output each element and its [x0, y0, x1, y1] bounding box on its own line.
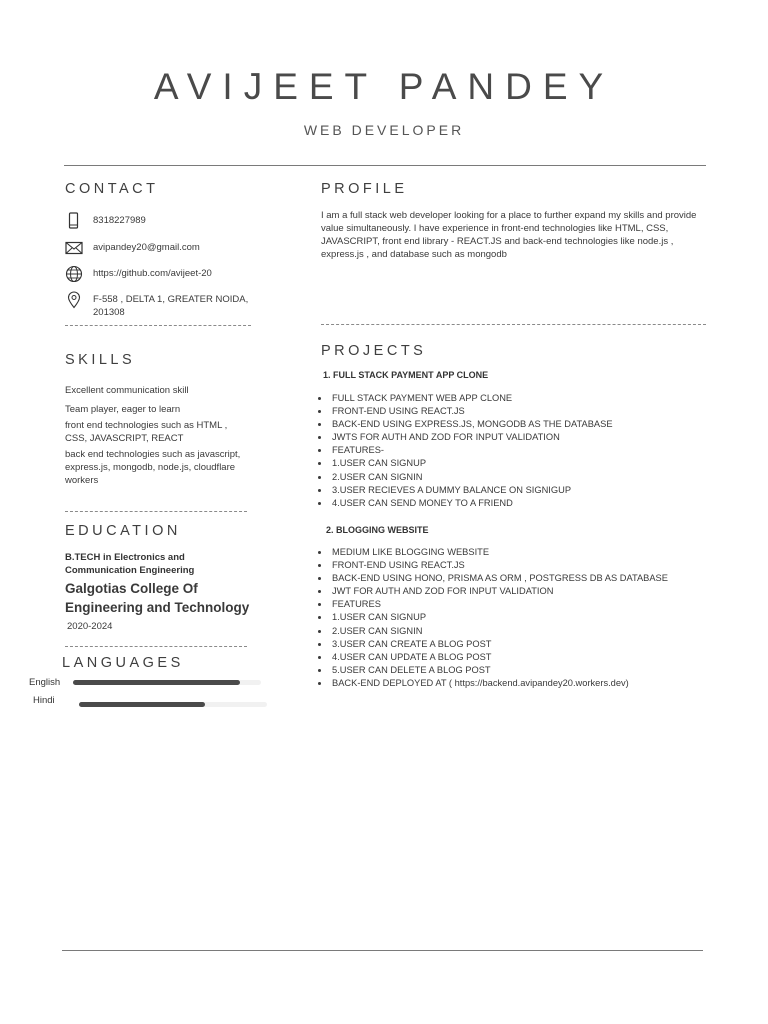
skill-item: back end technologies such as javascript, express.js, mongodb, node.js, cloudflare workers — [65, 449, 241, 486]
phone-icon — [65, 212, 83, 230]
education-divider — [65, 646, 247, 647]
education-degree: B.TECH in Electronics and Communication Engineering — [65, 552, 195, 576]
map-pin-icon — [65, 291, 83, 309]
contact-divider — [65, 325, 251, 326]
list-item: • JWT FOR AUTH AND ZOD FOR INPUT VALIDATION — [330, 585, 708, 598]
list-item: • FULL STACK PAYMENT WEB APP CLONE — [330, 392, 708, 405]
profile-text: I am a full stack web developer looking for a place to further expand my skills and provide value simultaneously. I have experience in front-end technologies like HTML, CSS, JAVASCRIPT, front end library - REACT.JS and back-end technologies like node.js , express.js , and database such as mongodb — [321, 210, 697, 260]
list-item[interactable]: • BACK-END DEPLOYED AT ( https://backend.avipandey20.workers.dev) — [330, 677, 708, 690]
profile-divider — [321, 324, 706, 325]
list-item: • BACK-END USING HONO, PRISMA AS ORM , POSTGRESS DB AS DATABASE — [330, 572, 708, 585]
list-item: • 1.USER CAN SIGNUP — [330, 611, 708, 624]
header-divider — [64, 165, 706, 166]
globe-icon — [65, 265, 83, 283]
envelope-icon — [65, 239, 83, 257]
list-item: • FEATURES — [330, 598, 708, 611]
list-item: • 2.USER CAN SIGNIN — [330, 471, 708, 484]
language-name-english: English — [29, 677, 61, 688]
contact-address — [65, 291, 275, 321]
list-item: • 3.USER CAN CREATE A BLOG POST — [330, 638, 708, 651]
footer-divider — [62, 950, 703, 951]
language-bar-hindi — [79, 702, 267, 707]
list-item: • 3.USER RECIEVES A DUMMY BALANCE ON SIGNIGUP — [330, 484, 708, 497]
education-school: Galgotias College Of Engineering and Technology — [65, 581, 250, 615]
contact-phone — [65, 212, 275, 238]
project-title: 2. BLOGGING WEBSITE — [326, 525, 429, 535]
list-item: • 5.USER CAN DELETE A BLOG POST — [330, 664, 708, 677]
list-item: • 1.USER CAN SIGNUP — [330, 457, 708, 470]
list-item: • 4.USER CAN UPDATE A BLOG POST — [330, 651, 708, 664]
language-level-english — [73, 680, 240, 685]
language-name-hindi: Hindi — [33, 695, 55, 706]
candidate-name: AVIJEET PANDEY — [153, 66, 615, 107]
list-item: • 4.USER CAN SEND MONEY TO A FRIEND — [330, 497, 708, 510]
list-item: • FRONT-END USING REACT.JS — [330, 559, 708, 572]
skills-divider — [65, 511, 247, 512]
list-item: • 2.USER CAN SIGNIN — [330, 625, 708, 638]
list-item: • JWTS FOR AUTH AND ZOD FOR INPUT VALIDATION — [330, 431, 708, 444]
list-item: • MEDIUM LIKE BLOGGING WEBSITE — [330, 546, 708, 559]
address-text: F-558 , DELTA 1, GREATER NOIDA, 201308 — [93, 294, 249, 318]
languages-heading: LANGUAGES — [62, 655, 184, 671]
language-bar-english — [73, 680, 261, 685]
skills-heading: SKILLS — [65, 352, 136, 368]
contact-heading: CONTACT — [65, 181, 159, 197]
skill-item: Excellent communication skill — [65, 385, 189, 396]
projects-heading: PROJECTS — [321, 343, 427, 359]
github-text[interactable]: https://github.com/avijeet-20 — [93, 268, 212, 279]
list-item: • FRONT-END USING REACT.JS — [330, 405, 708, 418]
skill-item: Team player, eager to learn — [65, 404, 181, 415]
education-years: 2020-2024 — [67, 621, 113, 632]
project-bullets — [318, 546, 708, 690]
contact-github[interactable] — [65, 265, 275, 291]
skill-item: front end technologies such as HTML , CSS, JAVASCRIPT, REACT — [65, 420, 228, 444]
project-title: 1. FULL STACK PAYMENT APP CLONE — [323, 370, 489, 380]
phone-text: 8318227989 — [93, 215, 146, 226]
profile-heading: PROFILE — [321, 181, 408, 197]
list-item: • FEATURES- — [330, 444, 708, 457]
language-level-hindi — [79, 702, 205, 707]
contact-email[interactable] — [65, 239, 275, 265]
education-heading: EDUCATION — [65, 523, 181, 539]
list-item: • BACK-END USING EXPRESS.JS, MONGODB AS THE DATABASE — [330, 418, 708, 431]
email-text[interactable]: avipandey20@gmail.com — [93, 242, 200, 253]
project-bullets — [318, 392, 708, 510]
candidate-title: WEB DEVELOPER — [303, 122, 465, 138]
